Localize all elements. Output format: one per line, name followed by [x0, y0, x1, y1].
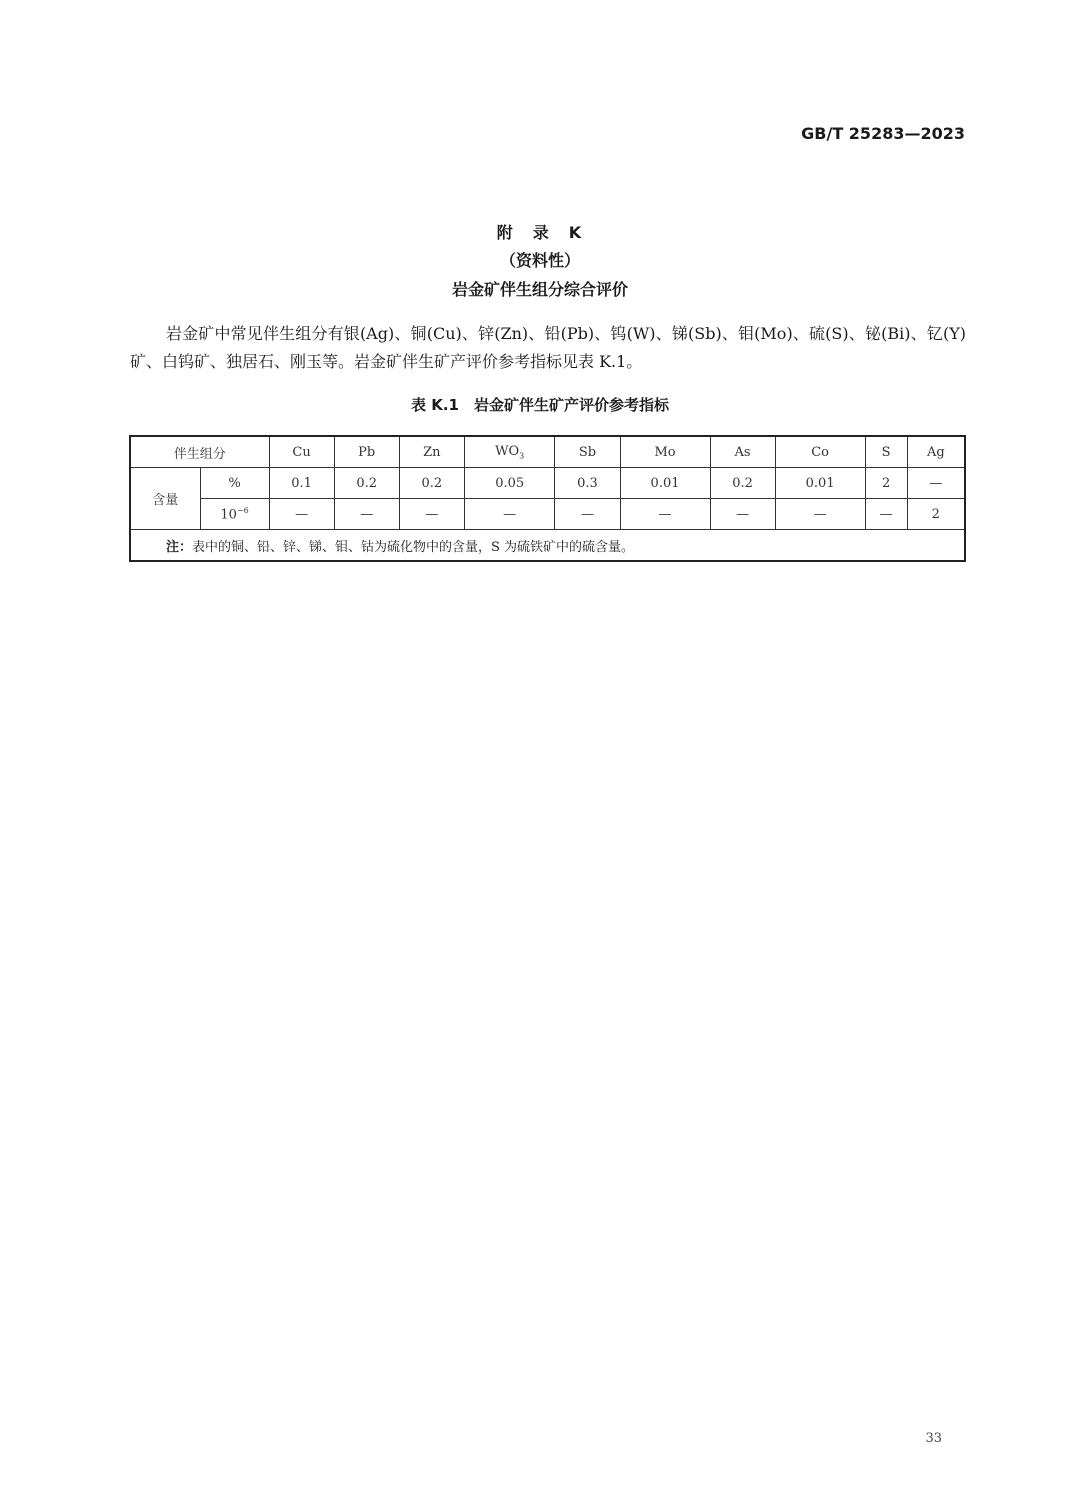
header-cell: Pb — [334, 436, 399, 468]
table-cell: — — [269, 499, 334, 530]
unit-cell-percent: % — [200, 468, 269, 499]
header-cell: S — [865, 436, 907, 468]
annex-label: 附 录 K — [496, 223, 584, 242]
table-cell: — — [555, 499, 620, 530]
annex-title: 岩金矿伴生组分综合评价 — [451, 280, 628, 299]
table-cell: 0.01 — [620, 468, 710, 499]
standard-code: GB/T 25283—2023 — [801, 124, 965, 143]
table-cell: 0.01 — [775, 468, 865, 499]
header-cell: As — [710, 436, 775, 468]
table-cell: — — [710, 499, 775, 530]
table-cell: 0.1 — [269, 468, 334, 499]
content-label-cell: 含量 — [130, 468, 200, 530]
header-cell: Cu — [269, 436, 334, 468]
evaluation-index-table — [129, 435, 966, 562]
header-cell: Sb — [555, 436, 620, 468]
header-cell-component: 伴生组分 — [130, 436, 269, 468]
unit-cell-ppm: $10^{-6}$ — [200, 499, 269, 530]
table-cell: — — [620, 499, 710, 530]
table-cell: 2 — [865, 468, 907, 499]
table-note-row — [130, 530, 965, 562]
table-row-ppm — [130, 499, 965, 530]
header-cell: Mo — [620, 436, 710, 468]
table-cell: 0.05 — [464, 468, 554, 499]
header-cell-wo3: $WO_3$ — [464, 436, 554, 468]
table-cell: — — [907, 468, 965, 499]
table-row-percent — [130, 468, 965, 499]
page-number: 33 — [925, 1431, 942, 1446]
table-cell: — — [334, 499, 399, 530]
table-cell: 0.3 — [555, 468, 620, 499]
table-caption: 表 K.1 岩金矿伴生矿产评价参考指标 — [411, 396, 669, 414]
header-cell: Zn — [399, 436, 464, 468]
table-cell: 0.2 — [710, 468, 775, 499]
header-cell: Co — [775, 436, 865, 468]
table-cell: — — [464, 499, 554, 530]
body-paragraph: 岩金矿中常见伴生组分有银(Ag)、铜(Cu)、锌(Zn)、铅(Pb)、钨(W)、锑(Sb)、钼(Mo)、硫(S)、铋(Bi)、钇(Y)矿、白钨矿、独居石、刚玉等。岩金矿伴生矿产评价参考指标见表 K.1。 — [130, 324, 966, 371]
table-cell: 0.2 — [334, 468, 399, 499]
table-cell: 0.2 — [399, 468, 464, 499]
table-cell: — — [775, 499, 865, 530]
table-header-row — [130, 436, 965, 468]
header-cell: Ag — [907, 436, 965, 468]
annex-nature: （资料性） — [499, 251, 580, 270]
note-text: 表中的铜、铅、锌、锑、钼、钴为硫化物中的含量，S 为硫铁矿中的硫含量。 — [192, 539, 635, 555]
table-cell: — — [399, 499, 464, 530]
table-cell: — — [865, 499, 907, 530]
table-cell: 2 — [907, 499, 965, 530]
table-note — [130, 530, 965, 562]
note-label: 注： — [166, 539, 193, 555]
